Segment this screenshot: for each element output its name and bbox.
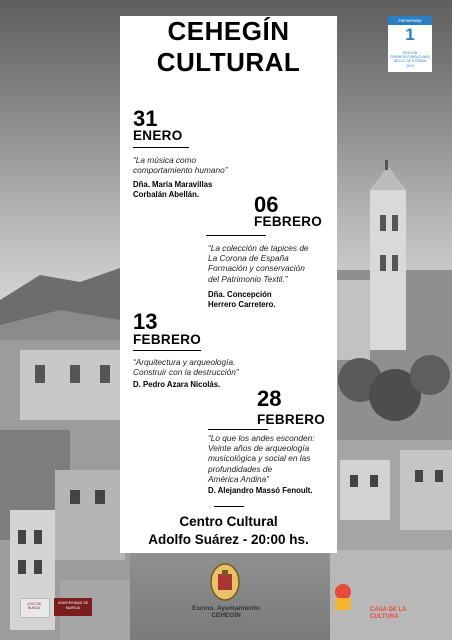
badge-number: 1: [405, 25, 415, 44]
event-day: 31: [133, 106, 158, 131]
badge-year: 2019: [406, 64, 414, 68]
event-speaker: Dña. Concepción Herrero Carretero.: [208, 290, 276, 309]
library-logo-text: LOGO DE MURCIA: [26, 602, 42, 610]
event-month: ENERO: [133, 128, 183, 143]
venue-line-1: Centro Cultural: [179, 514, 278, 529]
event-month: FEBRERO: [133, 332, 202, 347]
title-line-1: CEHEGÍN: [167, 16, 290, 46]
ayuntamiento-line-1: Excmo. Ayuntamiento: [192, 605, 260, 612]
divider: [208, 429, 268, 430]
divider: [133, 147, 189, 148]
event-quote: “La colección de tapices de La Corona de España Formación y conservación del Patrimonio Textil.”: [208, 243, 309, 284]
mascot-icon: [330, 582, 356, 612]
badge-label: BELLO DE ESPAÑA: [393, 59, 427, 63]
badge-label: EDICIÓN: [402, 51, 418, 55]
badge-brand: HomeAway: [388, 16, 432, 25]
event-quote: “Arquitectura y arqueología. Construir con la destrucción”: [133, 357, 239, 378]
event-month: FEBRERO: [257, 412, 326, 427]
divider: [214, 506, 244, 507]
ayuntamiento-logo-text: [178, 605, 274, 619]
casa-cultura-text: CASA DE LA CULTURA: [370, 607, 407, 620]
event-day: 28: [257, 386, 282, 411]
town-buildings-left: [0, 340, 130, 640]
divider: [133, 350, 201, 351]
title-line-2: CULTURAL: [156, 47, 301, 77]
coat-of-arms-icon: [208, 562, 242, 602]
event-day: 13: [133, 309, 158, 334]
event-speaker: D. Pedro Azara Nicolás.: [133, 380, 221, 389]
award-badge: [388, 16, 432, 72]
divider: [206, 235, 266, 236]
event-month: FEBRERO: [254, 214, 323, 229]
event-quote: “La música como comportamiento humano”: [133, 155, 228, 176]
casa-cultura-logo: [370, 607, 430, 621]
badge-label: PREMIOS PUEBLO MÁS: [390, 55, 430, 59]
ayuntamiento-line-2: CEHEGÍN: [211, 612, 241, 619]
venue-line-2: Adolfo Suárez - 20:00 hs.: [148, 532, 309, 547]
venue: [120, 513, 337, 549]
page-title: [120, 16, 337, 78]
town-church-tower-right: [330, 160, 452, 640]
university-logo-text: UNIVERSIDAD DE MURCIA: [57, 601, 89, 610]
event-speaker: Dña. María Maravillas Corbalán Abellán.: [133, 180, 213, 199]
event-speaker: D. Alejandro Massó Fenoult.: [208, 486, 313, 495]
event-day: 06: [254, 192, 279, 217]
event-quote: “Lo que los andes esconden: Veinte años de arqueología musicológica y social en las profundidades de América Andina”: [208, 433, 315, 484]
